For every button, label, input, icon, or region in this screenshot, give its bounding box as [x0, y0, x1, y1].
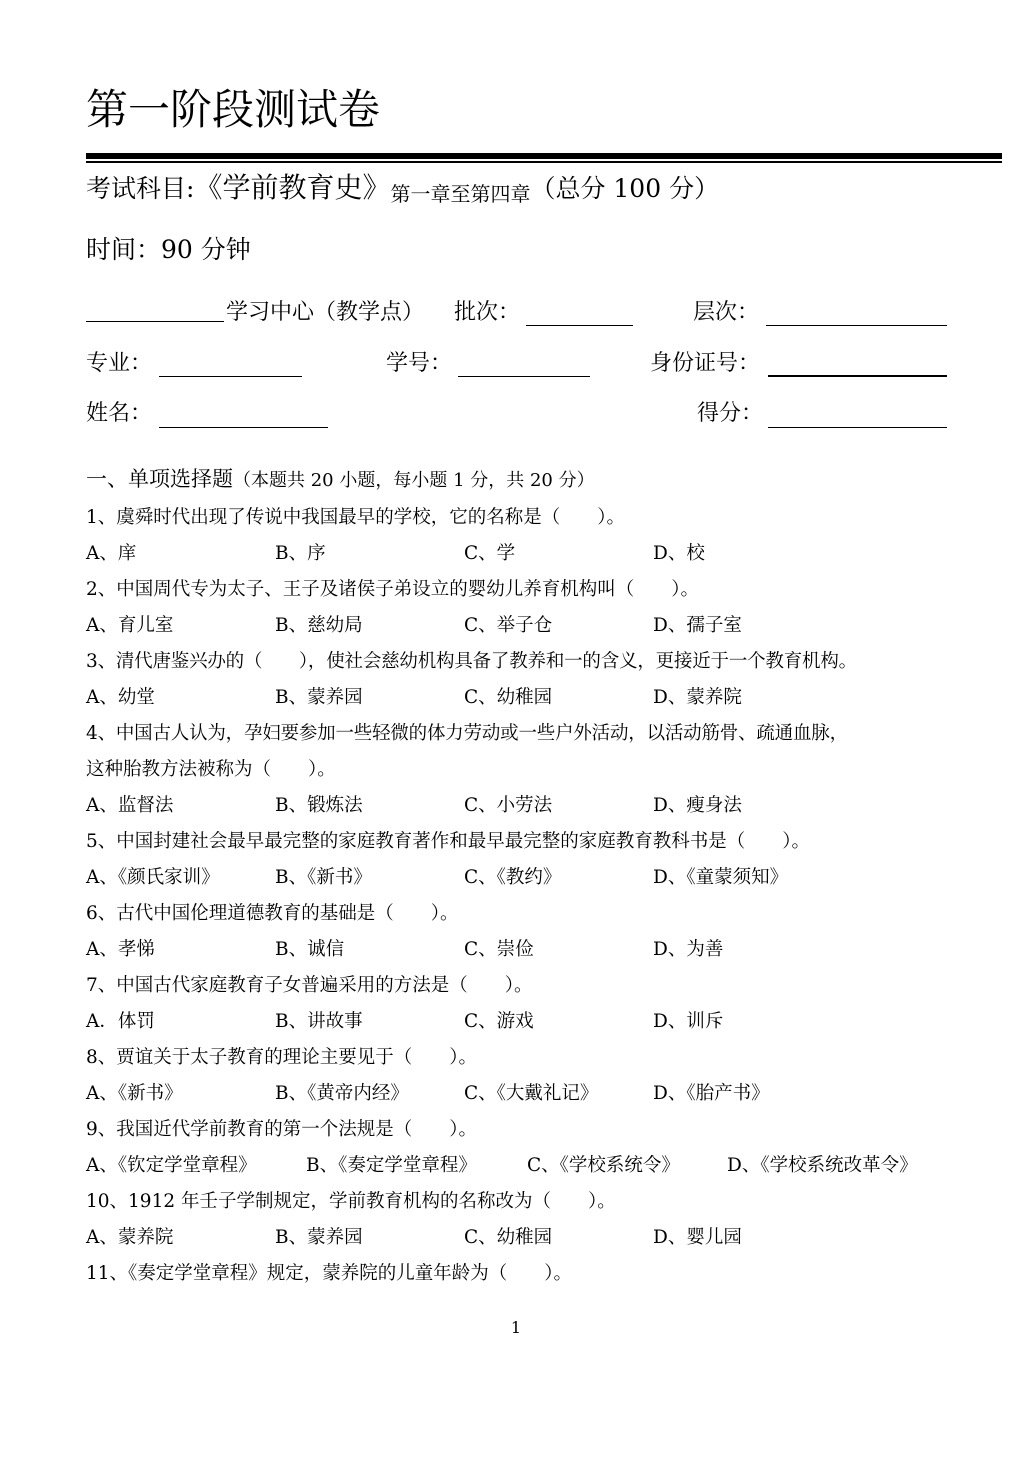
question-4-option-d: D、瘦身法 [653, 795, 742, 816]
question-7-option-b: B、讲故事 [275, 1011, 363, 1032]
question-2-option-a: A、育儿室 [86, 615, 174, 636]
section-title: 一、单项选择题 [86, 467, 233, 491]
question-8-option-b: B、《黄帝内经》 [275, 1083, 409, 1104]
page-number: 1 [510, 1318, 522, 1337]
score-label: 得分： [697, 401, 764, 426]
question-2-option-b: B、慈幼局 [275, 615, 363, 636]
question-4-stem-line-1: 4、中国古人认为，孕妇要参加一些轻微的体力劳动或一些户外活动，以活动筋骨、疏通血脉， [86, 723, 848, 744]
question-5-option-b: B、《新书》 [275, 867, 372, 888]
question-9-option-a: A、《钦定学堂章程》 [86, 1155, 257, 1176]
question-5-option-a: A、《颜氏家训》 [86, 867, 220, 888]
question-2-option-c: C、举子仓 [464, 615, 553, 636]
question-8-option-a: A、《新书》 [86, 1083, 183, 1104]
question-8-option-c: C、《大戴礼记》 [464, 1083, 599, 1104]
question-7-stem: 7、中国古代家庭教育子女普遍采用的方法是（ ）。 [86, 975, 533, 996]
score-blank[interactable] [768, 427, 947, 428]
question-1-option-d: D、校 [653, 543, 705, 564]
section-note: （本题共 20 小题，每小题 1 分，共 20 分） [233, 470, 595, 491]
question-3-option-a: A、幼堂 [86, 687, 155, 708]
question-9-option-c: C、《学校系统令》 [527, 1155, 680, 1176]
question-5-option-d: D、《童蒙须知》 [653, 867, 789, 888]
center-blank[interactable] [86, 321, 224, 322]
question-4-option-c: C、小劳法 [464, 795, 553, 816]
question-8-option-d: D、《胎产书》 [653, 1083, 770, 1104]
question-9-option-d: D、《学校系统改革令》 [727, 1155, 918, 1176]
question-7-option-c: C、游戏 [464, 1011, 534, 1032]
question-10-stem: 10、1912 年壬子学制规定，学前教育机构的名称改为（ ）。 [86, 1191, 616, 1212]
question-3-option-c: C、幼稚园 [464, 687, 553, 708]
question-4-option-a: A、监督法 [86, 795, 174, 816]
question-1-stem: 1、虞舜时代出现了传说中我国最早的学校，它的名称是（ ）。 [86, 507, 626, 528]
id-label: 身份证号： [650, 351, 761, 376]
question-2-option-d: D、孺子室 [653, 615, 742, 636]
question-10-option-a: A、蒙养院 [86, 1227, 174, 1248]
subject-prefix: 考试科目: [86, 174, 195, 203]
level-label: 层次： [693, 300, 760, 325]
major-blank[interactable] [159, 376, 302, 377]
question-4-stem-line-2: 这种胎教方法被称为（ ）。 [86, 759, 336, 780]
question-10-option-d: D、婴儿园 [653, 1227, 742, 1248]
question-9-stem: 9、我国近代学前教育的第一个法规是（ ）。 [86, 1119, 478, 1140]
question-10-option-c: C、幼稚园 [464, 1227, 553, 1248]
major-label: 专业： [86, 351, 153, 376]
student-no-label: 学号： [386, 351, 453, 376]
question-1-option-c: C、学 [464, 543, 516, 564]
question-3-option-d: D、蒙养院 [653, 687, 742, 708]
question-2-stem: 2、中国周代专为太子、王子及诸侯子弟设立的婴幼儿养育机构叫（ ）。 [86, 579, 700, 600]
question-6-option-c: C、崇俭 [464, 939, 534, 960]
question-4-option-b: B、锻炼法 [275, 795, 363, 816]
question-9-option-b: B、《奏定学堂章程》 [306, 1155, 477, 1176]
batch-blank[interactable] [526, 325, 633, 326]
exam-title: 第一阶段测试卷 [86, 85, 381, 134]
question-6-stem: 6、古代中国伦理道德教育的基础是（ ）。 [86, 903, 459, 924]
student-no-blank[interactable] [458, 376, 590, 377]
question-1-option-b: B、序 [275, 543, 326, 564]
question-10-option-b: B、蒙养园 [275, 1227, 363, 1248]
id-blank[interactable] [768, 375, 947, 377]
name-blank[interactable] [159, 427, 328, 428]
question-7-option-a: A．体罚 [86, 1011, 155, 1032]
exam-time: 时间：90 分钟 [86, 235, 251, 264]
name-label: 姓名： [86, 401, 153, 426]
question-6-option-d: D、为善 [653, 939, 724, 960]
question-11-stem: 11、《奏定学堂章程》规定，蒙养院的儿童年龄为（ ）。 [86, 1263, 573, 1284]
subject-score: （总分 100 分） [530, 174, 720, 203]
question-5-option-c: C、《教约》 [464, 867, 562, 888]
question-5-stem: 5、中国封建社会最早最完整的家庭教育著作和最早最完整的家庭教育教科书是（ ）。 [86, 831, 811, 852]
question-8-stem: 8、贾谊关于太子教育的理论主要见于（ ）。 [86, 1047, 478, 1068]
center-label: 学习中心（教学点） [226, 300, 425, 325]
title-rule-thin [86, 161, 1002, 163]
title-rule-thick [86, 153, 1002, 159]
question-6-option-a: A、孝悌 [86, 939, 155, 960]
exam-subject [86, 168, 719, 210]
batch-label: 批次： [454, 300, 521, 325]
subject-range: 第一章至第四章 [390, 182, 531, 206]
question-6-option-b: B、诚信 [275, 939, 345, 960]
level-blank[interactable] [766, 325, 947, 326]
question-3-option-b: B、蒙养园 [275, 687, 363, 708]
question-7-option-d: D、训斥 [653, 1011, 724, 1032]
question-1-option-a: A、庠 [86, 543, 137, 564]
subject-book: 《学前教育史》 [194, 171, 391, 204]
section-heading [86, 464, 595, 496]
question-3-stem: 3、清代唐鉴兴办的（ ），使社会慈幼机构具备了教养和一的含义，更接近于一个教育机构。 [86, 651, 857, 672]
